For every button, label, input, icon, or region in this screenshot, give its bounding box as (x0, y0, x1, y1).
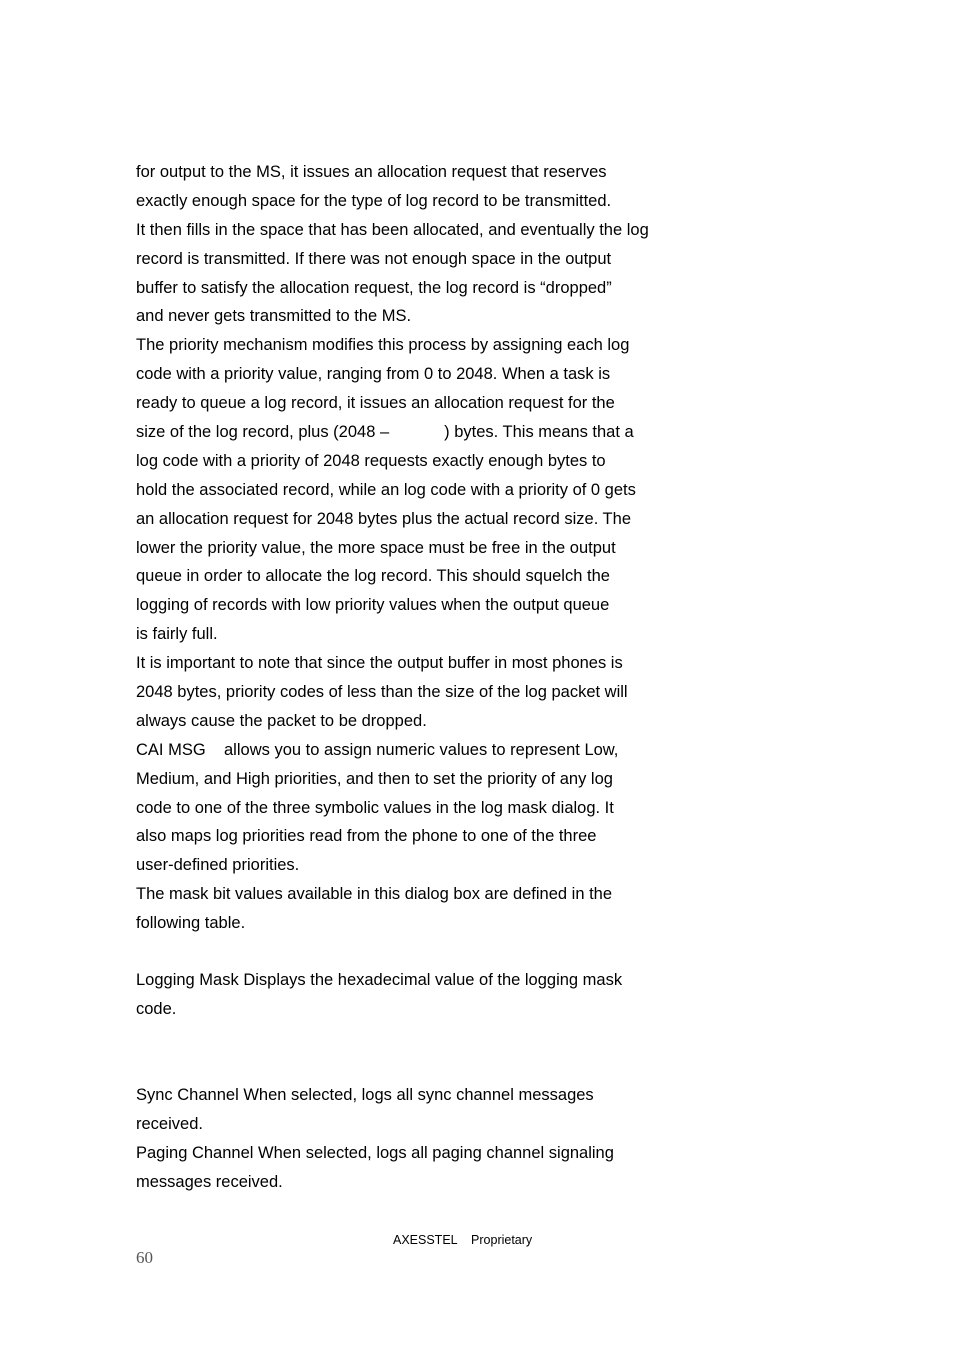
text-line: CAI MSG allows you to assign numeric values to represent Low, (136, 740, 619, 759)
definition-paging-channel (136, 1139, 736, 1197)
text-line: an allocation request for 2048 bytes plus the actual record size. The (136, 509, 631, 528)
text-line: buffer to satisfy the allocation request, the log record is “dropped” (136, 278, 612, 297)
paragraph-output-allocation (136, 158, 736, 331)
paragraph-output-buffer-note (136, 649, 736, 736)
text-line: messages received. (136, 1172, 283, 1191)
text-line: queue in order to allocate the log record. This should squelch the (136, 567, 610, 586)
text-line: record is transmitted. If there was not enough space in the output (136, 249, 612, 268)
text-line: Medium, and High priorities, and then to set the priority of any log (136, 769, 613, 788)
text-line: Logging Mask Displays the hexadecimal value of the logging mask (136, 971, 623, 990)
text-line: code with a priority value, ranging from 0 to 2048. When a task is (136, 365, 611, 384)
text-line: received. (136, 1114, 203, 1133)
text-line: exactly enough space for the type of log record to be transmitted. (136, 191, 612, 210)
text-line: is fairly full. (136, 625, 218, 644)
footer-proprietary-label: AXESSTEL Proprietary (393, 1233, 533, 1247)
spacer (136, 938, 736, 966)
text-line: code to one of the three symbolic values in the log mask dialog. It (136, 798, 614, 817)
text-line: It then fills in the space that has been allocated, and eventually the log (136, 220, 649, 239)
text-line: following table. (136, 914, 246, 933)
text-line: hold the associated record, while an log code with a priority of 0 gets (136, 480, 636, 499)
paragraph-mask-bit-values (136, 880, 736, 938)
text-line: It is important to note that since the output buffer in most phones is (136, 654, 623, 673)
text-line: and never gets transmitted to the MS. (136, 307, 412, 326)
text-line: lower the priority value, the more space must be free in the output (136, 538, 616, 557)
text-line: ready to queue a log record, it issues an allocation request for the (136, 394, 615, 413)
body-text (136, 158, 736, 1196)
text-line: always cause the packet to be dropped. (136, 711, 427, 730)
definition-sync-channel (136, 1081, 736, 1139)
text-line: for output to the MS, it issues an allocation request that reserves (136, 163, 607, 181)
paragraph-cai-msg-priorities (136, 736, 736, 880)
text-line: also maps log priorities read from the phone to one of the three (136, 827, 597, 846)
text-line: user-defined priorities. (136, 856, 300, 875)
text-line: code. (136, 999, 177, 1018)
text-line: 2048 bytes, priority codes of less than the size of the log packet will (136, 683, 628, 702)
text-line: The mask bit values available in this dialog box are defined in the (136, 885, 613, 904)
text-line: size of the log record, plus (2048 – ) bytes. This means that a (136, 423, 634, 442)
paragraph-priority-mechanism (136, 331, 736, 649)
text-line: Paging Channel When selected, logs all paging channel signaling (136, 1143, 614, 1162)
page-number: 60 (136, 1248, 153, 1267)
spacer (136, 1024, 736, 1081)
text-line: Sync Channel When selected, logs all sync channel messages (136, 1085, 594, 1104)
text-line: logging of records with low priority values when the output queue (136, 596, 610, 615)
text-line: log code with a priority of 2048 requests exactly enough bytes to (136, 451, 606, 470)
definition-logging-mask (136, 966, 736, 1024)
text-line: The priority mechanism modifies this process by assigning each log (136, 336, 630, 355)
